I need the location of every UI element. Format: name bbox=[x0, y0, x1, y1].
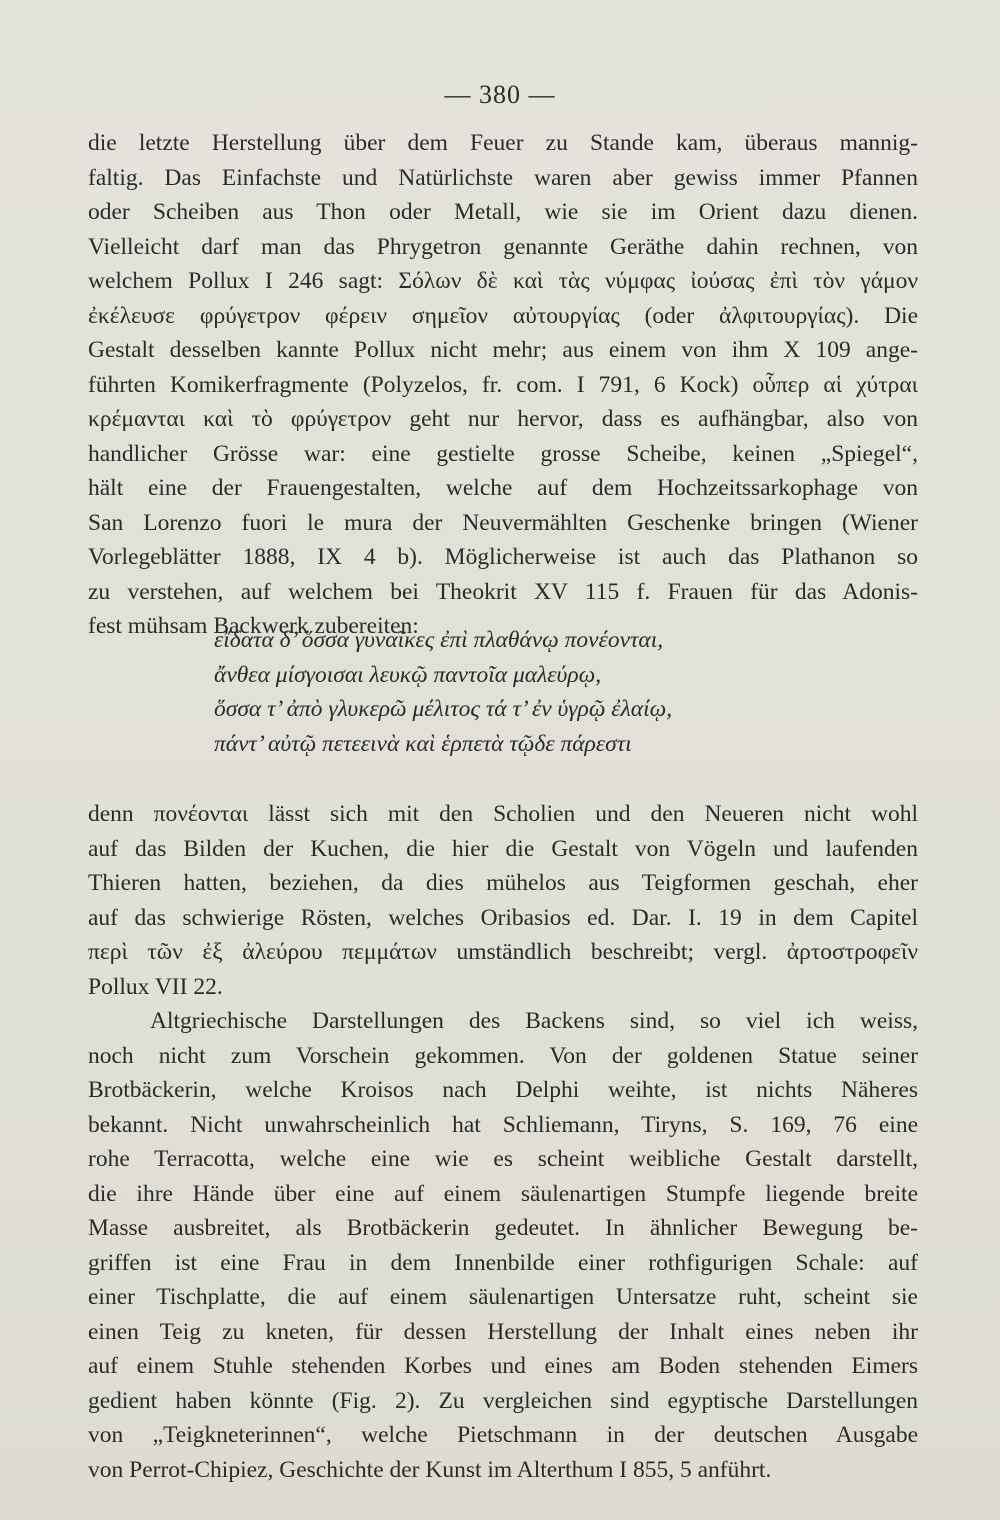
text-line: einen Teig zu kneten, für dessen Herstellung der Inhalt eines neben ihr bbox=[88, 1318, 918, 1345]
text-line: ἐκέλευσε φρύγετρον φέρειν σημεῖον αὐτουργίας (oder ἀλφιτουργίας). Die bbox=[88, 302, 918, 329]
text-line: einer Tischplatte, die auf einem säulenartigen Untersatze ruht, scheint sie bbox=[88, 1284, 918, 1310]
text-line: San Lorenzo fuori le mura der Neuvermählten Geschenke bringen (Wiener bbox=[88, 509, 918, 536]
text-line: auf das Bilden der Kuchen, die hier die Gestalt von Vögeln und laufenden bbox=[88, 835, 918, 862]
text-line: Gestalt desselben kannte Pollux nicht mehr; aus einem von ihm X 109 ange- bbox=[88, 337, 918, 363]
text-line: noch nicht zum Vorschein gekommen. Von der goldenen Statue seiner bbox=[88, 1042, 918, 1069]
verse-line: ἄνθεα μίσγοισαι λευκῷ παντοῖα μαλεύρῳ, bbox=[214, 661, 602, 688]
text-line: denn πονέονται lässt sich mit den Scholien und den Neueren nicht wohl bbox=[88, 801, 918, 827]
text-line: die letzte Herstellung über dem Feuer zu Stande kam, überaus mannig- bbox=[88, 130, 918, 156]
text-line: führten Komikerfragmente (Polyzelos, fr. com. I 791, 6 Kock) οὗπερ αἱ χύτραι bbox=[88, 371, 918, 398]
verse-line: πάντ’ αὐτῷ πετεεινὰ καὶ ἑρπετὰ τῷδε πάρεστι bbox=[214, 730, 632, 757]
verse-line: ὅσσα τ’ ἀπὸ γλυκερῶ μέλιτος τά τ’ ἐν ὑγρῷ ἐλαίῳ, bbox=[214, 696, 673, 722]
page-number: — 380 — bbox=[444, 80, 556, 109]
text-line: gedient haben könnte (Fig. 2). Zu vergleichen sind egyptische Darstellungen bbox=[88, 1387, 918, 1414]
text-line: Masse ausbreitet, als Brotbäckerin gedeutet. In ähnlicher Bewegung be- bbox=[88, 1215, 918, 1241]
paragraph-3 bbox=[88, 1004, 918, 1487]
text-line: faltig. Das Einfachste und Natürlichste waren aber gewiss immer Pfannen bbox=[88, 164, 918, 191]
text-line: κρέμανται καὶ τὸ φρύγετρον geht nur hervor, dass es aufhängbar, also von bbox=[88, 406, 918, 432]
text-line: handlicher Grösse war: eine gestielte grosse Scheibe, keinen „Spiegel“, bbox=[88, 440, 918, 467]
text-line: Altgriechische Darstellungen des Backens sind, so viel ich weiss, bbox=[150, 1008, 918, 1034]
text-line: welchem Pollux I 246 sagt: Σόλων δὲ καὶ τὰς νύμφας ἰούσας ἐπὶ τὸν γάμον bbox=[88, 268, 918, 294]
text-line: von Perrot-Chipiez, Geschichte der Kunst im Alterthum I 855, 5 anführt. bbox=[88, 1456, 772, 1483]
text-line: von „Teigkneterinnen“, welche Pietschmann in der deutschen Ausgabe bbox=[88, 1422, 918, 1448]
text-line: rohe Terracotta, welche eine wie es scheint weibliche Gestalt darstellt, bbox=[88, 1146, 918, 1172]
text-line: Thieren hatten, beziehen, da dies mühelos aus Teigformen geschah, eher bbox=[88, 870, 918, 896]
text-line: oder Scheiben aus Thon oder Metall, wie sie im Orient dazu dienen. bbox=[88, 199, 918, 225]
text-line: zu verstehen, auf welchem bei Theokrit XV 115 f. Frauen für das Adonis- bbox=[88, 578, 918, 605]
text-line: hält eine der Frauengestalten, welche auf dem Hochzeitssarkophage von bbox=[88, 475, 918, 501]
text-line: Vorlegeblätter 1888, IX 4 b). Möglicherweise ist auch das Plathanon so bbox=[88, 544, 918, 570]
greek-verse-quote bbox=[214, 623, 774, 761]
text-line: griffen ist eine Frau in dem Innenbilde einer rothfigurigen Schale: auf bbox=[88, 1249, 918, 1276]
text-line: Vielleicht darf man das Phrygetron genannte Geräthe dahin rechnen, von bbox=[88, 233, 918, 260]
text-line: περὶ τῶν ἐξ ἀλεύρου πεμμάτων umständlich beschreibt; vergl. ἀρτοστροφεῖν bbox=[88, 939, 918, 965]
text-line: Pollux VII 22. bbox=[88, 973, 223, 1000]
verse-line: εἴδατα δ’ ὅσσα γυναῖκες ἐπὶ πλαθάνῳ πονέονται, bbox=[214, 627, 664, 653]
paragraph-2 bbox=[88, 797, 918, 1487]
text-line: auf das schwierige Rösten, welches Oribasios ed. Dar. I. 19 in dem Capitel bbox=[88, 904, 918, 931]
text-line: auf einem Stuhle stehenden Korbes und eines am Boden stehenden Eimers bbox=[88, 1353, 918, 1379]
text-line: Brotbäckerin, welche Kroisos nach Delphi weihte, ist nichts Näheres bbox=[88, 1077, 918, 1103]
paragraph-1 bbox=[88, 126, 918, 644]
text-line: bekannt. Nicht unwahrscheinlich hat Schliemann, Tiryns, S. 169, 76 eine bbox=[88, 1111, 918, 1138]
text-line: die ihre Hände über eine auf einem säulenartigen Stumpfe liegende breite bbox=[88, 1180, 918, 1207]
text-line: fest mühsam Backwerk zubereiten: bbox=[88, 613, 419, 639]
